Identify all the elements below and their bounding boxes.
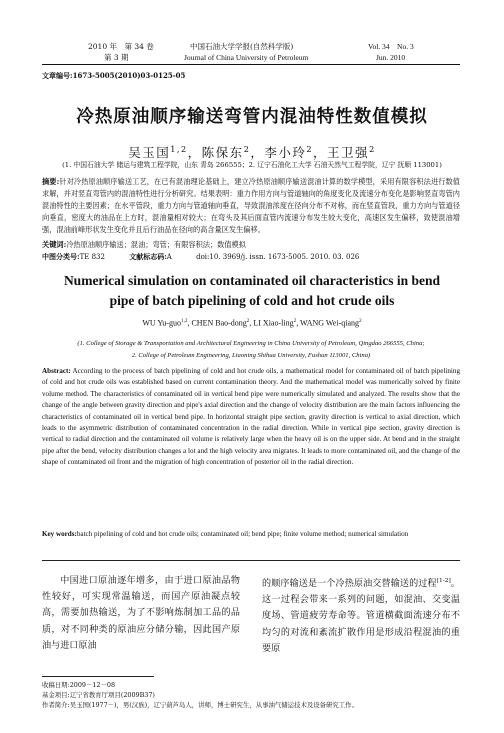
- header-date: Jun. 2010: [376, 53, 406, 62]
- header-journal-en: Journal of China University of Petroleum: [184, 53, 309, 62]
- header-year-volume: 2010 年 第 34 卷: [88, 42, 154, 51]
- abstract-en: Abstract: According to the process of batch pipelining of cold and hot crude oils, a mathematical model for contaminated oil of batch pipelining of cold and hot crude oils was established based on current contamination theory. And the mathematical model was numerically solved by finite volume method. The characteristics of contaminated oil in vertical bend pipe were numerically simulated and analyzed. The results show that the change of the angle between gravity direction and pipe's axial direction and the change of velocity distribution are the main factors influencing the characteristics of contaminated oil in vertical bend pipe. In horizontal straight pipe section, gravity direction is vertical to axial direction, which leads to the asymmetric distribution of contaminated concentration in the radial direction. While in vertical pipe section, gravity direction is vertical to radial direction and the contaminated oil volume is relatively large when the heavy oil is on the upper side. At bend and in the straight pipe after the bend, velocity distribution changes a lot and the high velocity area migrates. It leads to more contaminated oil, and the change of the shape of contaminated oil front and the migration of high concentration of posterior oil in the radial direction.: [42, 367, 460, 467]
- title-en: Numerical simulation on contaminated oil characteristics in bend pipe of batch pipelining of cold and hot crude oils: [63, 273, 441, 308]
- footnote-rule: [42, 676, 154, 677]
- authors-cn: 吴玉国$^{1,2}$，陈保东$^2$，李小玲$^2$，王卫强$^2$: [128, 143, 376, 160]
- header-volume-number: Vol. 34 No. 3: [368, 42, 414, 51]
- footnote-received: 收稿日期:2009－12－08: [42, 681, 116, 689]
- footnote-author: 作者简介:吴玉国(1977－)，男(汉族)，辽宁葫芦岛人，讲师，博士研究生，从事油气储运技术及设备研究工作。: [42, 701, 358, 709]
- abstract-rule: [42, 560, 460, 561]
- authors-en: WU Yu-guo$^{1,2}$, CHEN Bao-dong$^2$, LI Xiao-ling$^2$, WANG Wei-qiang$^2$: [142, 318, 362, 328]
- article-id: 文章编号:1673-5005(2010)03-0125-05: [42, 71, 186, 80]
- header-issue: 第 3 期: [104, 53, 129, 62]
- header-rule: [42, 64, 460, 65]
- body-column-left: 中国进口原油逐年增多，由于进口原油品物性较好，可实现常温输送，而国产原油凝点较高，需要加热输送，为了不影响炼制加工品的品质，对不同种类的原油应分储分输，因此国产原油与进口原油: [42, 576, 240, 651]
- keywords-cn: 关键词:冷热原油顺序输送；混油；弯管；有限容积法；数值模拟: [42, 240, 246, 249]
- body-column-right: 的顺序输送是一个冷热原油交替输送的过程[1-2]。这一过程会带来一系列的问题，如混油、交变温度场、管道疲劳寿命等。管道横截面流速分布不均匀的对流和紊流扩散作用是形成沿程混油的重要原: [262, 578, 460, 654]
- abstract-cn: 摘要:针对冷热原油顺序输送工艺，在已有混油理论基础上，建立冷热原油顺序输送混油计算的数学模型，采用有限容积法进行数值求解，并对竖直弯管内的混油特性进行分析研究。结果表明：重力作用方向与管道轴向的角度变化及流速分布变化是影响竖直弯管内混油特性的主要因素；在水平管段，重力方向与管道轴向垂直，导致混油浓度在径向分布不对称，而在竖直管段，重力方向与管道径向垂直，密度大的油品在上方时，混油量相对较大；在弯头及其后面直管内流速分布发生较大变化，高速区发生偏移，致使混油增强，混油前峰形状发生变化并且后行油品在径向的高含量区发生偏移。: [42, 177, 460, 234]
- affiliation-cn: (1. 中国石油大学 储运与建筑工程学院，山东 青岛 266555；2. 辽宁石油化工大学 石油天然气工程学院，辽宁 抚顺 113001): [62, 161, 442, 169]
- classification-cn: 中图分类号:TE 832 文献标志码:A doi:10. 3969/j. issn. 1673-5005. 2010. 03. 026: [42, 252, 360, 261]
- header-journal-cn: 中国石油大学学报(自然科学版): [190, 42, 294, 51]
- affiliation-en: (1. College of Storage & Transportation and Architectural Engineering in China University of Petroleum, Qingdao 266555, China; 2. College of Petroleum Engineering, Liaoning Shihua University, Fushun 113001, China): [77, 340, 425, 359]
- footnote-fund: 基金项目:辽宁省教育厅项目(2009B37): [42, 691, 155, 699]
- keywords-en: Key words:batch pipelining of cold and hot crude oils; contaminated oil; bend pipe; finite volume method; numerical simulation: [42, 530, 409, 538]
- title-cn: 冷热原油顺序输送弯管内混油特性数值模拟: [76, 107, 428, 127]
- doi: doi:10. 3969/j. issn. 1673-5005. 2010. 03. 026: [196, 253, 360, 261]
